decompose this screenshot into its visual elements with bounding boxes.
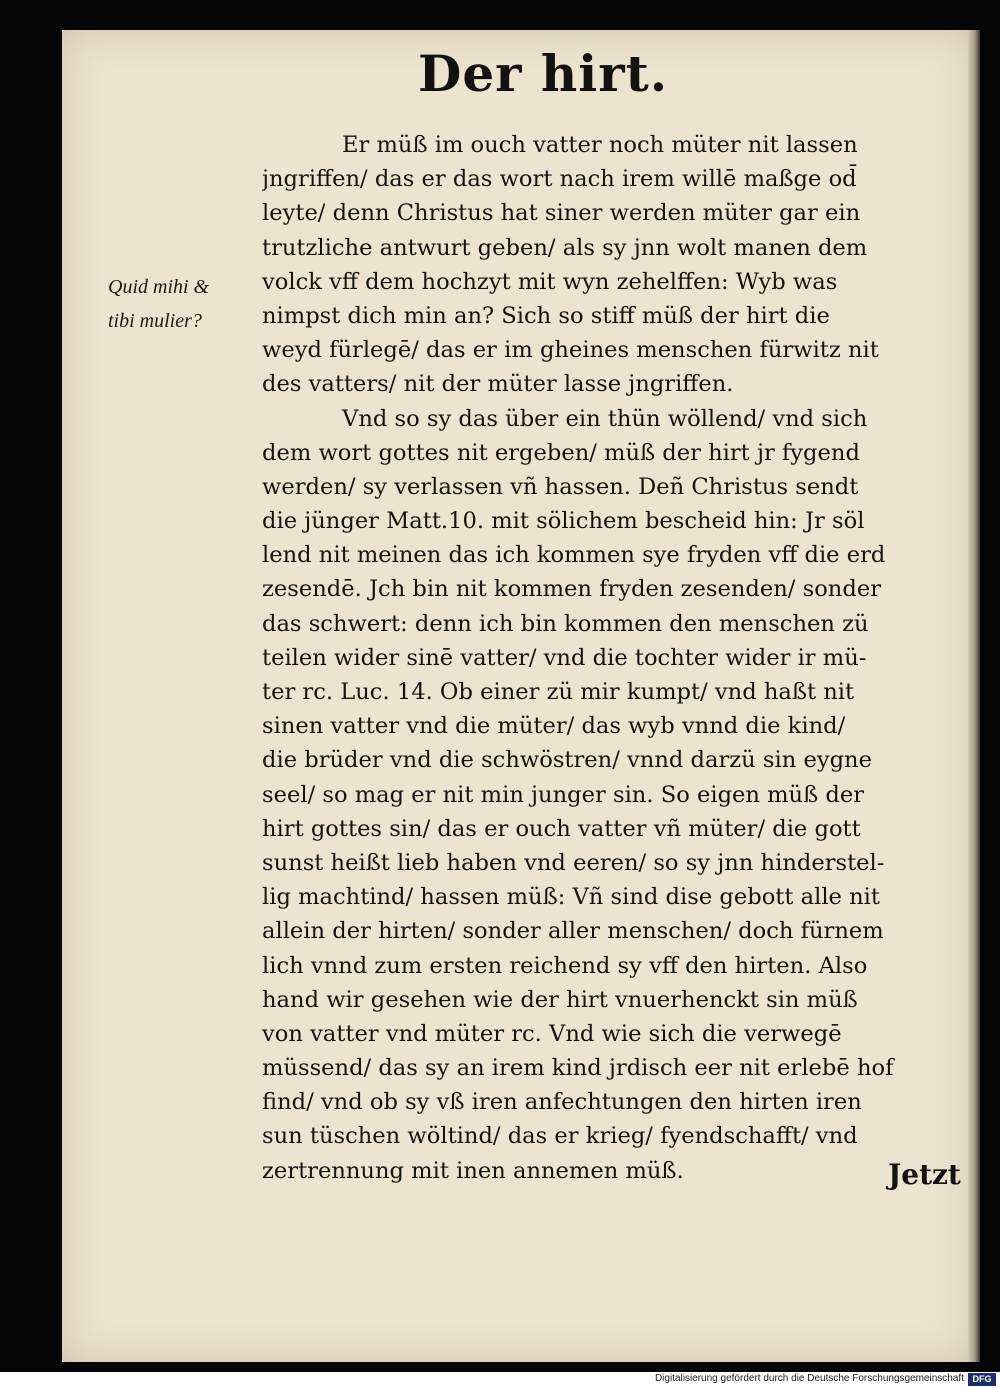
text-line: werden/ sy verlassen vñ hassen. Deñ Christus sendt	[262, 473, 859, 500]
text-line: leyte/ denn Christus hat siner werden müter gar ein	[262, 200, 861, 227]
text-line: sun tüschen wöltind/ das er krieg/ fyendschafft/ vnd	[262, 1123, 858, 1150]
text-line: zesendē. Jch bin nit kommen fryden zesenden/ sonder	[262, 576, 881, 603]
catchword: Jetzt	[888, 1158, 961, 1191]
text-line: lich vnnd zum ersten reichend sy vff den hirten. Also	[262, 952, 868, 979]
text-line: seel/ so mag er nit min junger sin. So eigen müß der	[262, 781, 865, 808]
text-line: Er müß im ouch vatter noch müter nit lassen	[342, 132, 858, 158]
text-line: des vatters/ nit der müter lasse jngriffen.	[262, 371, 734, 398]
margin-note-line: Quid mihi &	[108, 276, 210, 298]
text-line: hand wir gesehen wie der hirt vnuerhenckt sin müß	[262, 986, 858, 1013]
text-line: nimpst dich min an? Sich so stiff müß der hirt die	[262, 302, 830, 329]
text-line: trutzliche antwurt geben/ als sy jnn wolt manen dem	[262, 234, 868, 261]
text-line: lig machtind/ hassen müß: Vñ sind dise gebott alle nit	[262, 884, 880, 911]
text-line: das schwert: denn ich bin kommen den menschen zü	[262, 610, 869, 637]
text-line: lend nit meinen das ich kommen sye fryden vff die erd	[262, 542, 886, 569]
text-line: sunst heißt lieb haben vnd eeren/ so sy jnn hinderstel-	[262, 849, 885, 876]
text-line: allein der hirten/ sonder aller menschen/ doch fürnem	[262, 918, 884, 945]
footer-bar	[0, 1372, 1000, 1388]
text-line: die brüder vnd die schwöstren/ vnnd darzü sin eygne	[262, 747, 872, 774]
text-line: teilen wider sinē vatter/ vnd die tochter wider ir mü-	[262, 644, 867, 671]
text-line: weyd fürlegē/ das er im gheines menschen fürwitz nit	[262, 337, 879, 364]
page-edge	[968, 30, 980, 1362]
text-line: volck vff dem hochzyt mit wyn zehelffen: Wyb was	[262, 268, 838, 295]
funding-credit: Digitalisierung gefördert durch die Deutsche Forschungsgemeinschaft	[654, 1373, 964, 1384]
body-text	[262, 128, 967, 1188]
text-line: zertrennung mit inen annemen müß.	[262, 1157, 684, 1184]
text-line: hirt gottes sin/ das er ouch vatter vñ müter/ die gott	[262, 815, 861, 842]
text-line: jngriffen/ das er das wort nach irem willē maßge od̄	[262, 166, 857, 193]
text-line: Vnd so sy das über ein thün wöllend/ vnd sich	[342, 405, 868, 432]
margin-note-line: tibi mulier?	[108, 310, 202, 332]
dfg-logo-icon: DFG	[968, 1373, 996, 1386]
text-line: dem wort gottes nit ergeben/ müß der hirt jr fygend	[262, 439, 860, 466]
margin-note	[108, 270, 258, 338]
text-line: die jünger Matt.10. mit sölichem bescheid hin: Jr söl	[262, 508, 865, 535]
text-line: find/ vnd ob sy vß iren anfechtungen den hirten iren	[262, 1089, 862, 1116]
text-line: von vatter vnd müter rc. Vnd wie sich die verwegē	[262, 1020, 842, 1047]
text-line: ter rc. Luc. 14. Ob einer zü mir kumpt/ vnd haßt nit	[262, 679, 855, 705]
text-line: müssend/ das sy an irem kind jrdisch eer nit erlebē hof	[262, 1055, 894, 1082]
running-header: Der hirt.	[418, 44, 669, 103]
text-line: sinen vatter vnd die müter/ das wyb vnnd die kind/	[262, 713, 846, 740]
